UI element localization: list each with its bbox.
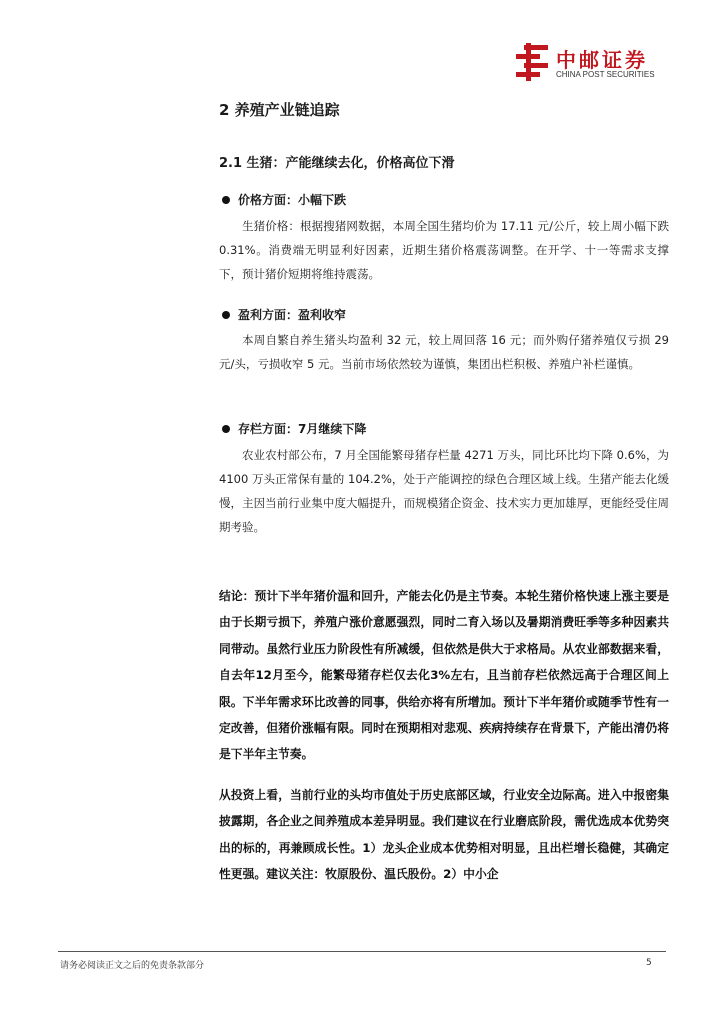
price-heading-text: 价格方面：小幅下跌 [238, 193, 347, 207]
profit-heading-text: 盈利方面：盈利收窄 [238, 308, 347, 322]
brand-name-en: CHINA POST SECURITIES [556, 70, 655, 79]
bullet-icon [222, 196, 230, 204]
page-number: 5 [646, 958, 652, 968]
bullet-icon [222, 311, 230, 319]
subsection-title: 2.1 生猪：产能继续去化，价格高位下滑 [219, 156, 455, 171]
brand-name-cn: 中邮证券 [556, 48, 648, 72]
inventory-paragraph: 农业农村部公布，7 月全国能繁母猪存栏量 4271 万头，同比环比均下降 0.6%，为 4100 万头正常保有量的 104.2%，处于产能调控的绿色合理区域上线。生猪产能去化缓慢，主因当前行业集中度大幅提升，而规模猪企资金、技术实力更加雄厚，更能经受住周期考验。 [219, 448, 669, 534]
section-title: 2 养殖产业链追踪 [219, 101, 340, 119]
footer-divider [58, 951, 666, 952]
china-post-logo-icon [512, 43, 552, 81]
conclusion-paragraph: 结论：预计下半年猪价温和回升，产能去化仍是主节奏。本轮生猪价格快速上涨主要是由于长期亏损下，养殖户涨价意愿强烈，同时二育入场以及暑期消费旺季等多种因素共同带动。虽然行业压力阶段性有所减缓，但依然是供大于求格局。从农业部数据来看，自去年12月至今，能繁母猪存栏仅去化3%左右，且当前存栏依然远高于合理区间上限。下半年需求环比改善的同事，供给亦将有所增加。预计下半年猪价或随季节性有一定改善，但猪价涨幅有限。同时在预期相对悲观、疾病持续存在背景下，产能出清仍将是下半年主节奏。 [219, 589, 669, 762]
footer-disclaimer: 请务必阅读正文之后的免责条款部分 [60, 961, 205, 971]
investment-paragraph: 从投资上看，当前行业的头均市值处于历史底部区域，行业安全边际高。进入中报密集披露期，各企业之间养殖成本差异明显。我们建议在行业磨底阶段，需优选成本优势突出的标的，再兼顾成长性。1）龙头企业成本优势相对明显，且出栏增长稳健，其确定性更强。建议关注：牧原股份、温氏股份。2）中小企 [219, 788, 669, 882]
brand-logo [512, 43, 672, 83]
profit-heading [219, 306, 346, 323]
price-paragraph: 生猪价格：根据搜猪网数据，本周全国生猪均价为 17.11 元/公斤，较上周小幅下跌 0.31%。消费端无明显利好因素，近期生猪价格震荡调整。在开学、十一等需求支撑下，预计猪价短期将维持震荡。 [219, 219, 669, 281]
bullet-icon [222, 425, 230, 433]
inventory-heading-text: 存栏方面：7月继续下降 [238, 422, 367, 436]
profit-paragraph: 本周自繁自养生猪头均盈利 32 元，较上周回落 16 元；而外购仔猪养殖仅亏损 29 元/头，亏损收窄 5 元。当前市场依然较为谨慎，集团出栏积极、养殖户补栏谨慎。 [219, 333, 669, 371]
inventory-heading [219, 420, 366, 437]
price-heading [219, 191, 346, 208]
